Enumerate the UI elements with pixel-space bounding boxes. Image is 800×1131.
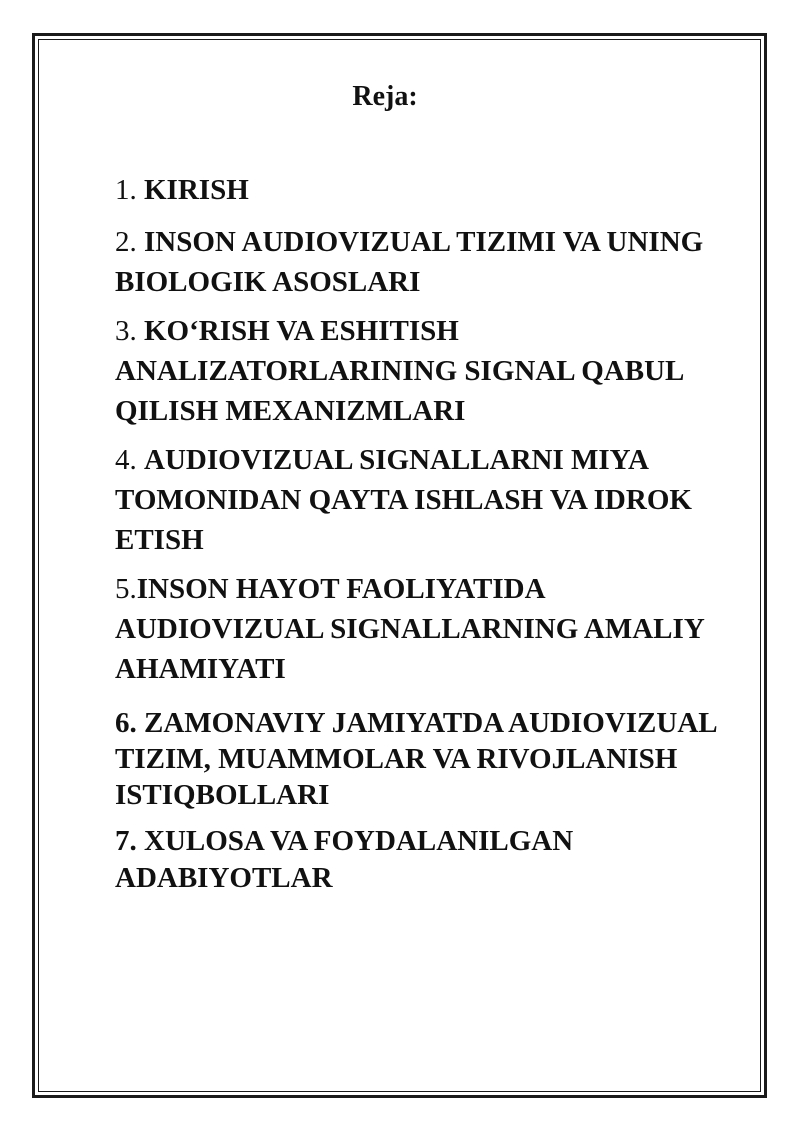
plan-item-number: 6.: [115, 707, 144, 739]
plan-item-5: [115, 569, 755, 689]
plan-item-number: 7.: [115, 825, 144, 857]
plan-item-number: 2.: [115, 226, 144, 258]
plan-item-text: KO‘RISH VA ESHITISH ANALIZATORLARINING SIGNAL QABUL QILISH MEXANIZMLARI: [115, 315, 683, 427]
plan-item-text: ZAMONAVIY JAMIYATDA AUDIOVIZUAL TIZIM, MUAMMOLAR VA RIVOJLANISH ISTIQBOLLARI: [115, 707, 717, 811]
plan-item-text: XULOSA VA FOYDALANILGAN ADABIYOTLAR: [115, 825, 574, 894]
plan-list: [115, 170, 755, 897]
plan-item-text: INSON AUDIOVIZUAL TIZIMI VA UNING BIOLOGIK ASOSLARI: [115, 226, 704, 298]
plan-item-text: KIRISH: [144, 174, 249, 206]
plan-item-6: [115, 705, 755, 813]
plan-item-number: 5.: [115, 573, 137, 605]
plan-item-1: [115, 170, 755, 210]
plan-item-2: [115, 222, 755, 302]
plan-item-number: 4.: [115, 444, 144, 476]
plan-item-text: AUDIOVIZUAL SIGNALLARNI MIYA TOMONIDAN QAYTA ISHLASH VA IDROK ETISH: [115, 444, 692, 556]
plan-item-number: 1.: [115, 174, 144, 206]
page-title: Reja:: [352, 81, 418, 112]
plan-item-3: [115, 311, 755, 431]
plan-item-7: [115, 823, 755, 897]
plan-item-text: INSON HAYOT FAOLIYATIDA AUDIOVIZUAL SIGNALLARNING AMALIY AHAMIYATI: [115, 573, 704, 685]
plan-item-4: [115, 440, 755, 560]
plan-item-number: 3.: [115, 315, 144, 347]
